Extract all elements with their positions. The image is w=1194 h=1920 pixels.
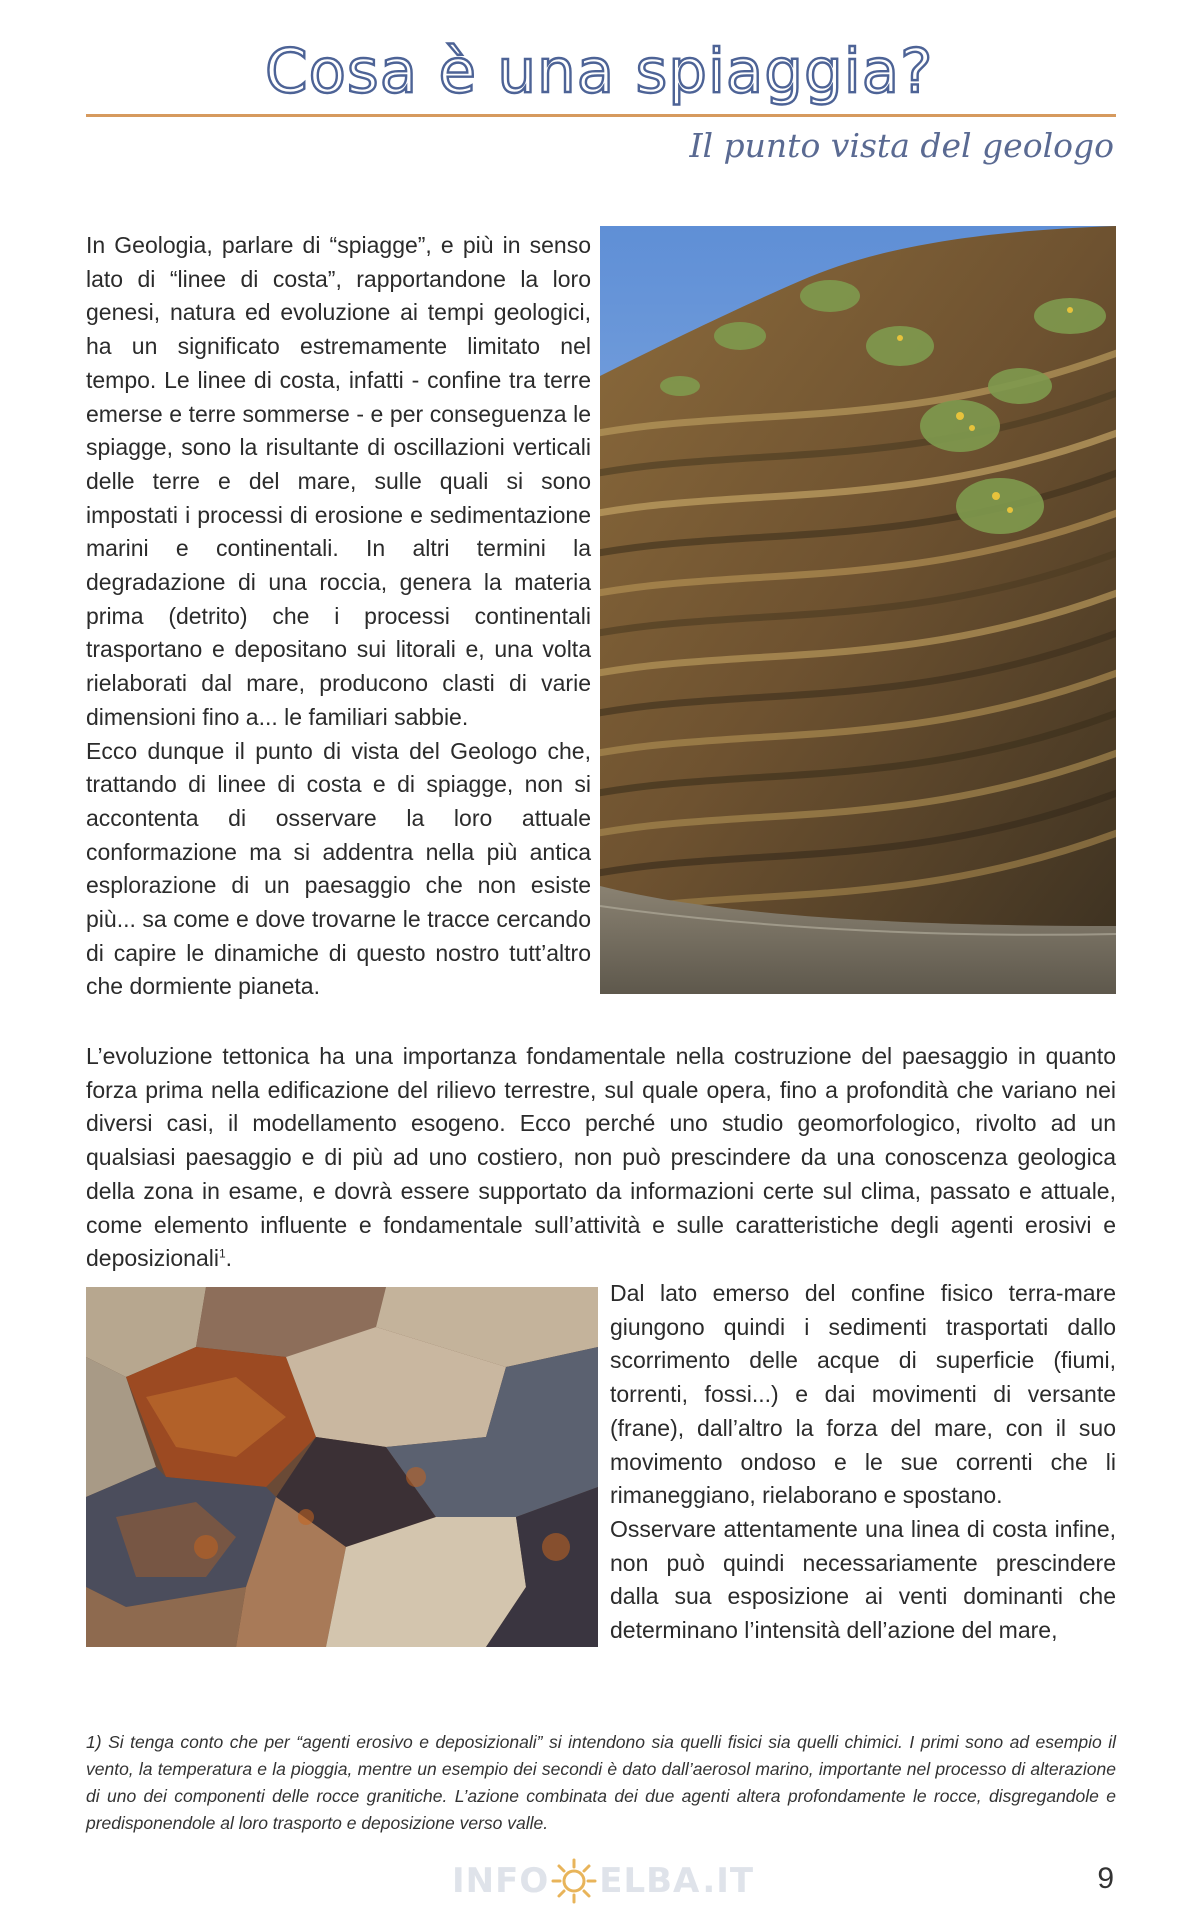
logo-text-left: INFO <box>452 1861 550 1901</box>
intro-paragraph: In Geologia, parlare di “spiagge”, e più in senso lato di “linee di costa”, rapportandone la loro genesi, natura ed evoluzione ai tempi geologici, ha un significato estremamente limitato nel tempo. Le linee di costa, infatti - confine tra terre emerse e terre sommerse - e per conseguenza le spiagge, sono la risultante di oscillazioni verticali delle terre e del mare, sulle quali si sono impostati i processi di erosione e sedimentazione marini e continentali. In altri termini la degradazione di una roccia, genera la materia prima (detrito) che i processi continentali trasportano e depositano sui litorali e, una volta rielaborati dal mare, producono clasti di varie dimensioni fino a... le familiari sabbie. <box>86 232 591 730</box>
intro-text <box>86 229 591 1004</box>
sun-icon <box>551 1858 597 1904</box>
page-title: Cosa è una spiaggia? <box>265 36 934 107</box>
page-number: 9 <box>1097 1862 1114 1895</box>
cliff-strata-photo <box>600 226 1116 994</box>
logo-suffix: .IT <box>702 1861 755 1901</box>
footnote-reference[interactable]: 1 <box>218 1246 226 1261</box>
emerso-paragraph: Dal lato emerso del confine fisico terra-mare giungono quindi i sedimenti trasportati dallo scorrimento delle acque di superficie (fiumi, torrenti, fossi...) e dai movimenti di versante (frane), dall’altro la forza del mare, con il suo movimento ondoso e le sue correnti che li rimaneggiano, rielaborano e spostano. <box>610 1280 1116 1509</box>
geologist-paragraph: Ecco dunque il punto di vista del Geologo che, trattando di linee di costa e di spiagge, non si accontenta di osservare la loro attuale conformazione ma si addentra nella più antica esplorazione di un paesaggio che non esiste più... sa come e dove trovarne le tracce cercando di capire le dinamiche di questo nostro tutt’altro che dormiente pianeta. <box>86 737 591 1000</box>
title-divider <box>86 114 1116 117</box>
coast-paragraph: Osservare attentamente una linea di costa infine, non può quindi necessariamente prescindere dalla sua esposizione ai venti dominanti che determinano l’intensità dell’azione del mare, <box>610 1515 1116 1644</box>
footnote: 1) Si tenga conto che per “agenti erosivo e deposizionali” si intendono sia quelli fisici sia quelli chimici. I primi sono ad esempio il vento, la temperatura e la pioggia, mentre un esempio dei secondi è dato dall’aerosol marino, importante nel processo di alterazione di uno dei componenti delle rocce granitiche. L’azione combinata dei due agenti altera profondamente le rocce, disgregandole e predisponendole al loro trasporto e deposizione verso valle. <box>86 1732 1116 1833</box>
page-subtitle: Il punto vista del geologo <box>689 126 1114 165</box>
rusty-boulders-photo <box>86 1287 598 1647</box>
tectonic-end: . <box>225 1245 233 1272</box>
tectonic-text <box>86 1040 1116 1276</box>
emerso-text <box>610 1277 1116 1648</box>
logo-text-right: ELBA <box>599 1861 701 1901</box>
infoelba-logo[interactable] <box>452 1858 754 1904</box>
tectonic-paragraph: L’evoluzione tettonica ha una importanza fondamentale nella costruzione del paesaggio in quanto forza prima nella edificazione del rilievo terrestre, sul quale opera, fino a profondità che variano nei diversi casi, il modellamento esogeno. Ecco perché uno studio geomorfologico, rivolto ad un qualsiasi paesaggio e di più ad uno costiero, non può prescindere da una conoscenza geologica della zona in esame, e dovrà essere supportato da informazioni certe sul clima, passato e attuale, come elemento influente e fondamentale sull’attività e sulle caratteristiche degli agenti erosivi e deposizionali <box>86 1043 1116 1272</box>
